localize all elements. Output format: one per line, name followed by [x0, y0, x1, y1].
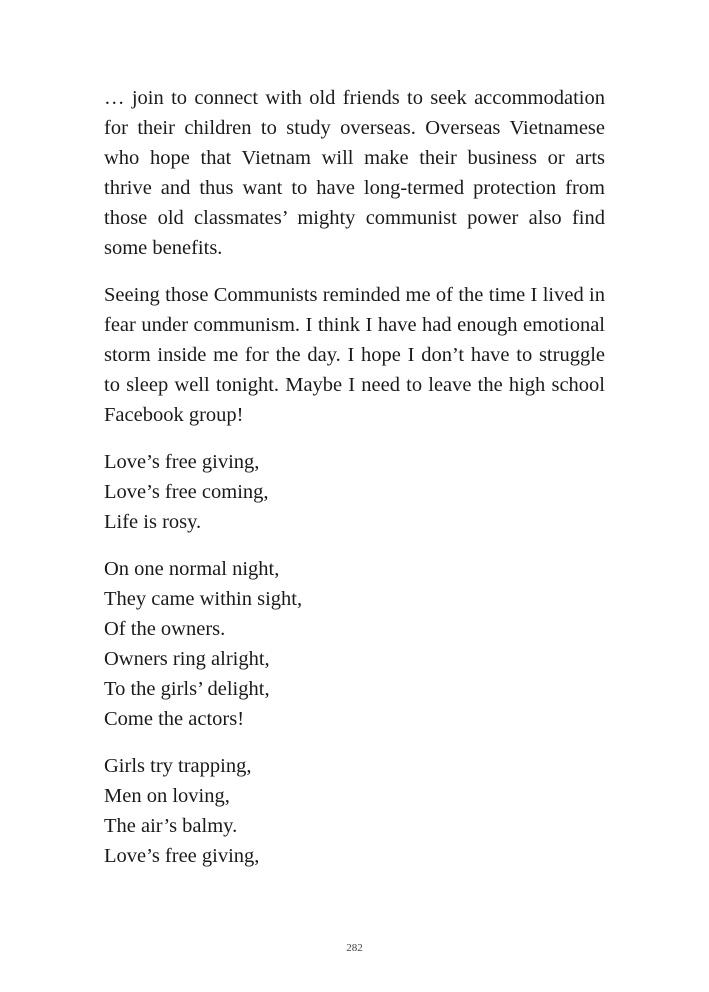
poem-line-justified	[104, 841, 605, 871]
poem-line: They came within sight,	[104, 588, 303, 610]
poem-line: Love’s free giving,	[104, 451, 260, 473]
poem-line: Life is rosy.	[104, 511, 202, 533]
paragraph-1: … join to connect with old friends to seek accommodation for their children to study overseas. Overseas Vietnamese who hope that Vietnam will make their business or arts thrive and thus want to have long-termed protection from those old classmates’ mighty communist power also find some benefits.	[104, 87, 605, 259]
poem-stanza-2	[104, 554, 605, 734]
poem-stanza-3	[104, 751, 605, 871]
page-body	[104, 83, 605, 888]
poem-line: Owners ring alright,	[104, 648, 270, 670]
poem-line: Girls try trapping,	[104, 755, 252, 777]
poem-line: Come the actors!	[104, 708, 245, 730]
poem-line: To the girls’ delight,	[104, 678, 270, 700]
poem-word: free	[164, 845, 197, 867]
poem-line: Of the owners.	[104, 618, 226, 640]
poem-line: On one normal night,	[104, 558, 280, 580]
poem-stanza-1	[104, 447, 605, 537]
poem-word: Love’s	[104, 845, 160, 867]
poem-line: Men on loving,	[104, 785, 230, 807]
page-number: 282	[346, 942, 363, 954]
poem-line: Love’s free coming,	[104, 481, 269, 503]
paragraph-2: Seeing those Communists reminded me of the time I lived in fear under communism. I think I have had enough emotional storm inside me for the day. I hope I don’t have to struggle to sleep well tonight. Maybe I need to leave the high school Facebook group!	[104, 284, 605, 426]
poem-line: The air’s balmy.	[104, 815, 238, 837]
poem-word: giving,	[201, 845, 260, 867]
